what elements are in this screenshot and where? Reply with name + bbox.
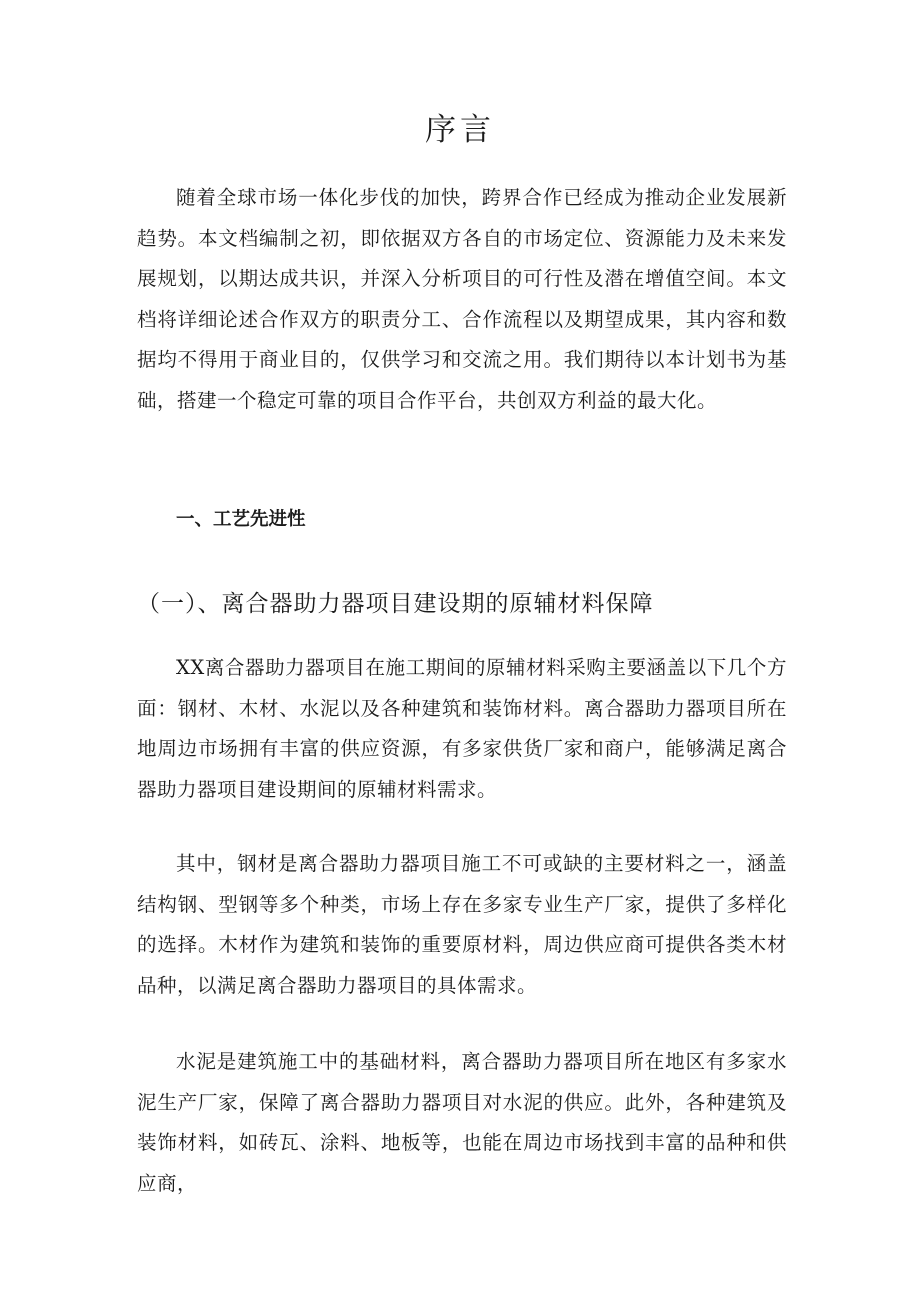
body-paragraph-3: 水泥是建筑施工中的基础材料，离合器助力器项目所在地区有多家水泥生产厂家，保障了离合器助力器项目对水泥的供应。此外，各种建筑及装饰材料，如砖瓦、涂料、地板等，也能在周边市场找到丰富的品种和供应商， bbox=[137, 1050, 787, 1195]
subsection-heading: （一）、离合器助力器项目建设期的原辅材料保障 bbox=[137, 591, 654, 617]
page-title: 序言 bbox=[425, 112, 495, 148]
body-paragraph-2: 其中，钢材是离合器助力器项目施工不可或缺的主要材料之一，涵盖结构钢、型钢等多个种类，市场上存在多家专业生产厂家，提供了多样化的选择。木材作为建筑和装饰的重要原材料，周边供应商可提供各类木材品种，以满足离合器助力器项目的具体需求。 bbox=[137, 852, 787, 997]
intro-paragraph: 随着全球市场一体化步伐的加快，跨界合作已经成为推动企业发展新趋势。本文档编制之初，即依据双方各自的市场定位、资源能力及未来发展规划，以期达成共识，并深入分析项目的可行性及潜在增值空间。本文档将详细论述合作双方的职责分工、合作流程以及期望成果，其内容和数据均不得用于商业目的，仅供学习和交流之用。我们期待以本计划书为基础，搭建一个稳定可靠的项目合作平台，共创双方利益的最大化。 bbox=[137, 186, 787, 412]
body-paragraph-1: XX离合器助力器项目在施工期间的原辅材料采购主要涵盖以下几个方面：钢材、木材、水泥以及各种建筑和装饰材料。离合器助力器项目所在地周边市场拥有丰富的供应资源，有多家供货厂家和商户，能够满足离合器助力器项目建设期间的原辅材料需求。 bbox=[137, 656, 787, 801]
section-heading: 一、工艺先进性 bbox=[176, 509, 306, 530]
